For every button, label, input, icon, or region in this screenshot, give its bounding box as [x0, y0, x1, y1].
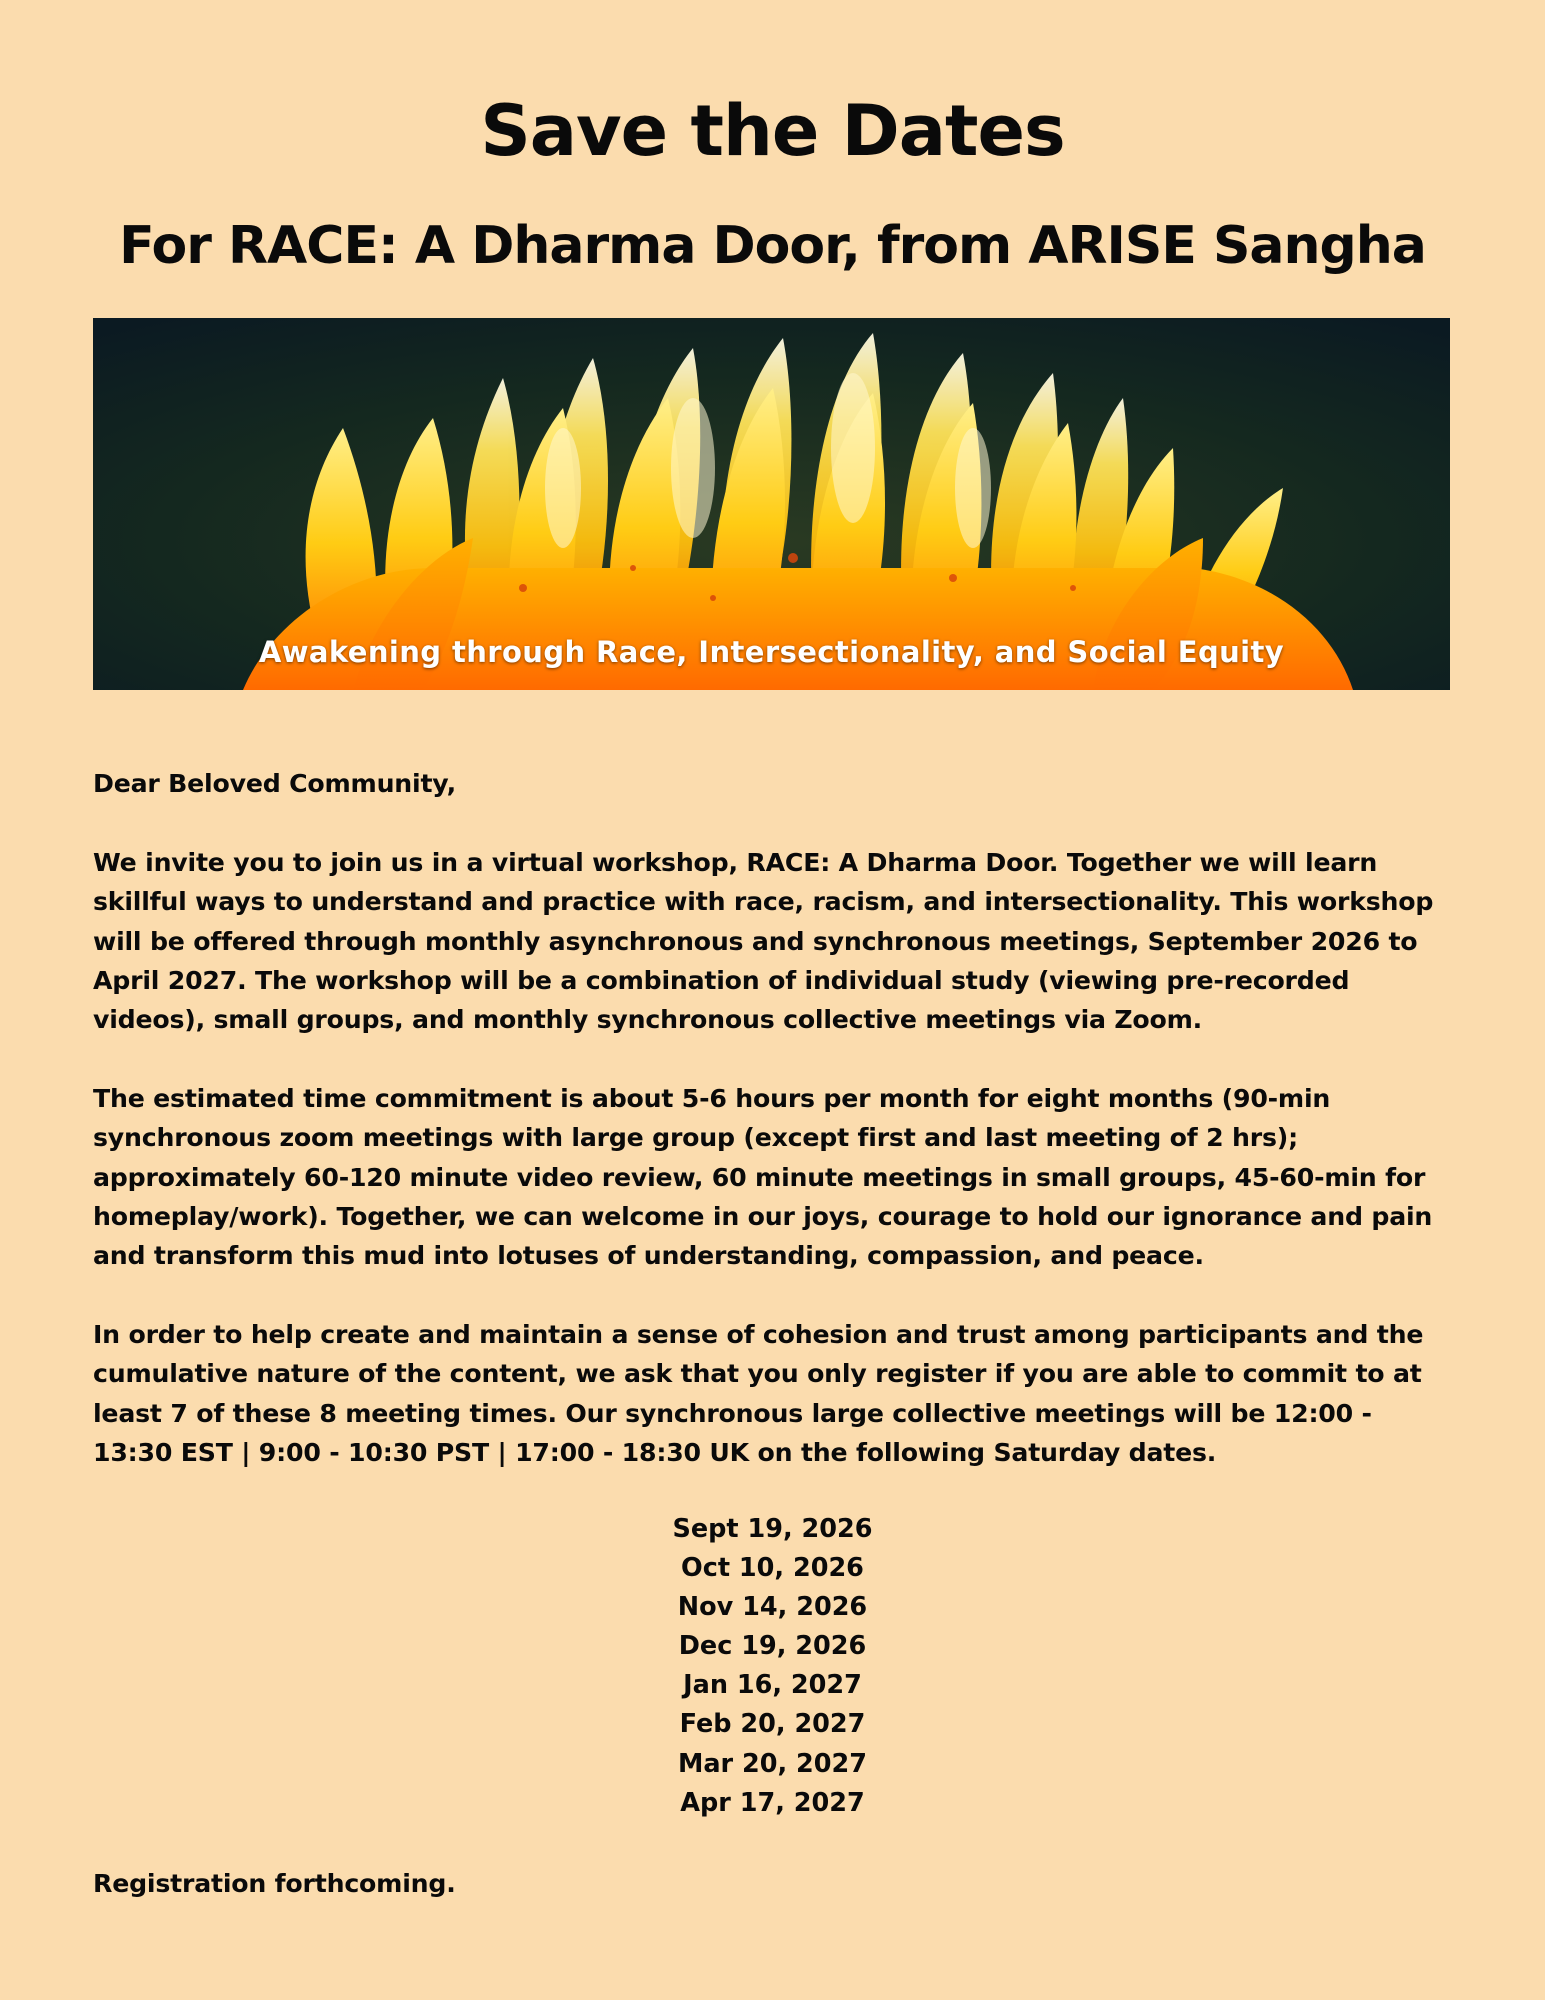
meeting-date: Sept 19, 2026 — [672, 1514, 873, 1544]
paragraph-invitation: We invite you to join us in a virtual workshop, RACE: A Dharma Door. Together we will learn skillful ways to understand and practice with race, racism, and intersectionality. This workshop will be offered through monthly asynchronous and synchronous meetings, September 2026 to April 2027. The workshop will be a combination of individual study (viewing pre-recorded videos), small groups, and monthly synchronous collective meetings via Zoom. — [93, 848, 1434, 1035]
page-subtitle: For RACE: A Dharma Door, from ARISE Sangha — [119, 216, 1426, 276]
closing-note: Registration forthcoming. — [93, 1869, 456, 1898]
banner-caption: Awakening through Race, Intersectionality, and Social Equity — [258, 635, 1285, 669]
meeting-date: Mar 20, 2027 — [677, 1748, 868, 1779]
meeting-date: Jan 16, 2027 — [683, 1670, 862, 1701]
page-title: Save the Dates — [480, 90, 1065, 172]
meeting-date: Dec 19, 2026 — [678, 1631, 867, 1662]
meeting-date: Apr 17, 2027 — [680, 1787, 865, 1818]
meeting-date: Oct 10, 2026 — [681, 1553, 864, 1584]
meeting-date: Feb 20, 2027 — [679, 1709, 866, 1740]
paragraph-time-commitment: The estimated time commitment is about 5-6 hours per month for eight months (90-min synchronous zoom meetings with large group (except first and last meeting of 2 hrs); approximately 60-120 minute video review, 60 minute meetings in small groups, 45-60-min for homeplay/work). Together, we can welcome in our joys, courage to hold our ignorance and pain and transform this mud into lotuses of understanding, compassion, and peace. — [93, 1084, 1433, 1271]
greeting: Dear Beloved Community, — [93, 769, 456, 798]
banner-image — [93, 318, 1450, 690]
paragraph-attendance: In order to help create and maintain a sense of cohesion and trust among participants and the cumulative nature of the content, we ask that you only register if you are able to commit to at least 7 of these 8 meeting times. Our synchronous large collective meetings will be 12:00 - 13:30 EST | 9:00 - 10:30 PST | 17:00 - 18:30 UK on the following Saturday dates. — [93, 1320, 1424, 1467]
meeting-dates-list — [0, 1510, 1545, 1823]
meeting-date: Nov 14, 2026 — [677, 1592, 868, 1623]
